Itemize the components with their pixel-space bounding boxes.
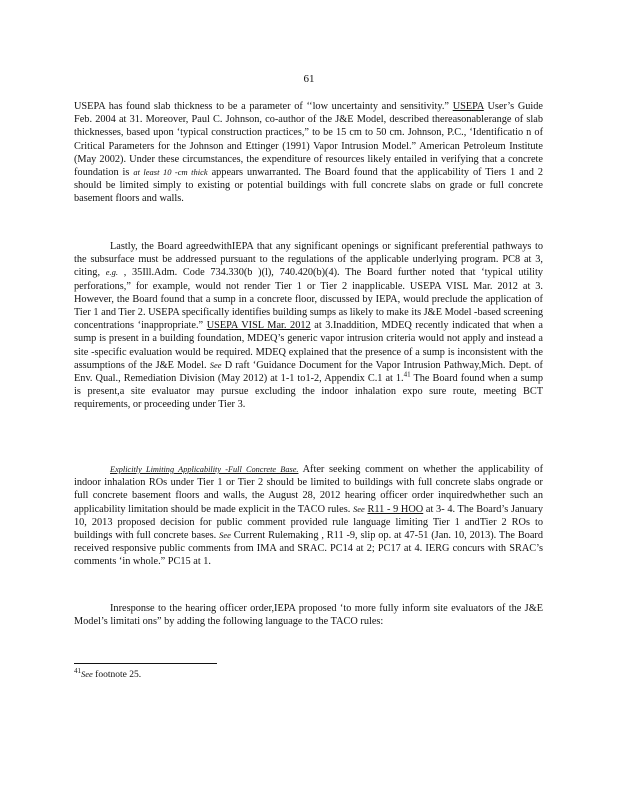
footnote: $^{41}$See footnote 25. bbox=[74, 666, 142, 680]
paragraph-iepa-response: Inresponse to the hearing officer order,IEPA proposed ‘to more fully inform site evaluators of the J&E Model’s limitati ons” by adding the following language to the TACO rules: bbox=[74, 603, 543, 628]
page-number: 61 bbox=[303, 73, 315, 85]
italic-phrase: at least 10 -cm thick bbox=[133, 167, 208, 178]
underlined-citation: USEPA VISL Mar. 2012 bbox=[206, 320, 311, 332]
underlined-citation: USEPA bbox=[452, 101, 484, 112]
footnote-divider bbox=[74, 663, 217, 664]
footnote-reference: 41 bbox=[403, 370, 411, 379]
paragraph-slab-thickness: USEPA has found slab thickness to be a parameter of ‘‘low uncertainty and sensitivity.” USEPA User’s Guide Feb. 2004 at 31. Moreover, Paul C. Johnson, co-author of the J&E Model, described thereasonablerange of slab thicknesses, based upon ‘typical construction practices,” to be 15 cm to 50 cm. Johnson, P.C., ‘Identificatio n of Critical Parameters for the Johnson and Ettinger (1991) Vapor Intrusion Model.” American Petroleum Institute (May 2002). Under these circumstances, the expenditure of resources likely entailed in verifying that a concrete foundation is at least 10 -cm thick appears unwarranted. The Board found that the applicability of Tiers 1 and 2 should be limited simply to existing or potential buildings with full concrete slabs on grade or full concrete basement floors and walls. bbox=[74, 101, 543, 205]
paragraph-explicitly-limiting: Explicitly Limiting Applicability -Full Concrete Base. After seeking comment on whether the applicability of indoor inhalation ROs under Tier 1 or Tier 2 should be limited to buildings with full concrete slabs ongrade or full concrete basement floors and walls, the August 28, 2012 hearing officer order inquiredwhether such an applicability limitation should be made explicit in the TACO rules. See R11 - 9 HOO at 3- 4. The Board’s January 10, 2013 proposed decision for public comment provided rule language limiting Tier 1 andTier 2 ROs to buildings with full concrete bases. See Current Rulemaking , R11 -9, slip op. at 47-51 (Jan. 10, 2013). The Board received responsive public comments from IMA and SRAC. PC14 at 2; PC17 at 4. IERG concurs with SRAC’s comments ‘in whole.” PC15 at 1. bbox=[74, 464, 543, 568]
section-heading: Explicitly Limiting Applicability -Full Concrete Base. bbox=[110, 465, 299, 474]
paragraph-sump-openings: Lastly, the Board agreedwithIEPA that any significant openings or significant preferential pathways to the subsurface must be addressed pursuant to the regulations of the applicable underlying program. PC8 at 3, citing, e.g. , 35Ill.Adm. Code 734.330(b )(l), 740.420(b)(4). The Board further noted that ‘typical utility perforations,” for example, would not render Tier 1 or Tier 2 inapplicable. USEPA VISL Mar. 2012 at 3. However, the Board found that a sump in a concrete floor, discussed by IEPA, would preclude the application of Tier 1 and Tier 2. USEPA specifically identifies building sumps as likely to make its J&E Model -based screening concentrations ‘inappropriate.” USEPA VISL Mar. 2012 at 3.Inaddition, MDEQ recently indicated that when a sump is present in a building foundation, MDEQ’s generic vapor intrusion criteria would not apply and instead a site -specific evaluation would be required. MDEQ explained that the presence of a sump is inconsistent with the assumptions of the J&E Model. See D raft ‘Guidance Document for the Vapor Intrusion Pathway,Mich. Dept. of Env. Qual., Remediation Division (May 2012) at 1-1 to1-2, Appendix C.1 at 1.41 The Board found when a sump is present,a site evaluator may pursue excluding the indoor inhalation expo sure route, meeting BCT requirements, or proceeding under Tier 3. bbox=[74, 241, 543, 411]
underlined-citation: R11 - 9 HOO bbox=[367, 503, 424, 515]
